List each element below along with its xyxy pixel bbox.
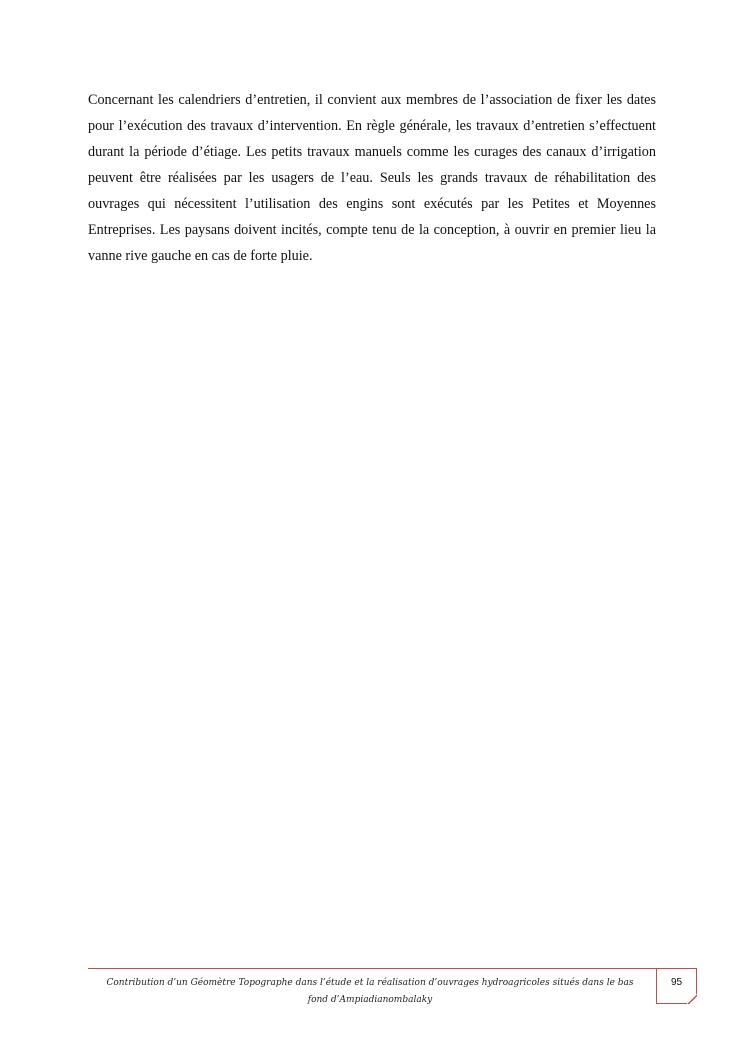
body-paragraph: Concernant les calendriers d’entretien, il convient aux membres de l’association de fixer les dates pour l’exécution des travaux d’intervention. En règle générale, les travaux d’entretien s’effectuent durant la période d’étiage. Les petits travaux manuels comme les curages des canaux d’irrigation peuvent être réalisées par les usagers de l’eau. Seuls les grands travaux de réhabilitation des ouvrages qui nécessitent l’utilisation des engins sont exécutés par les Petites et Moyennes Entreprises. Les paysans doivent incités, compte tenu de la conception, à ouvrir en premier lieu la vanne rive gauche en cas de forte pluie. <box>88 92 656 264</box>
page-number-box <box>656 968 697 1004</box>
page-number: 95 <box>670 977 683 988</box>
footer-caption: Contribution d’un Géomètre Topographe dans l’étude et la réalisation d’ouvrages hydroagricoles situés dans le bas fond d’Ampiadianombalaky <box>106 978 634 1005</box>
footer-divider <box>88 968 656 969</box>
page-curl-decoration <box>687 994 697 1004</box>
